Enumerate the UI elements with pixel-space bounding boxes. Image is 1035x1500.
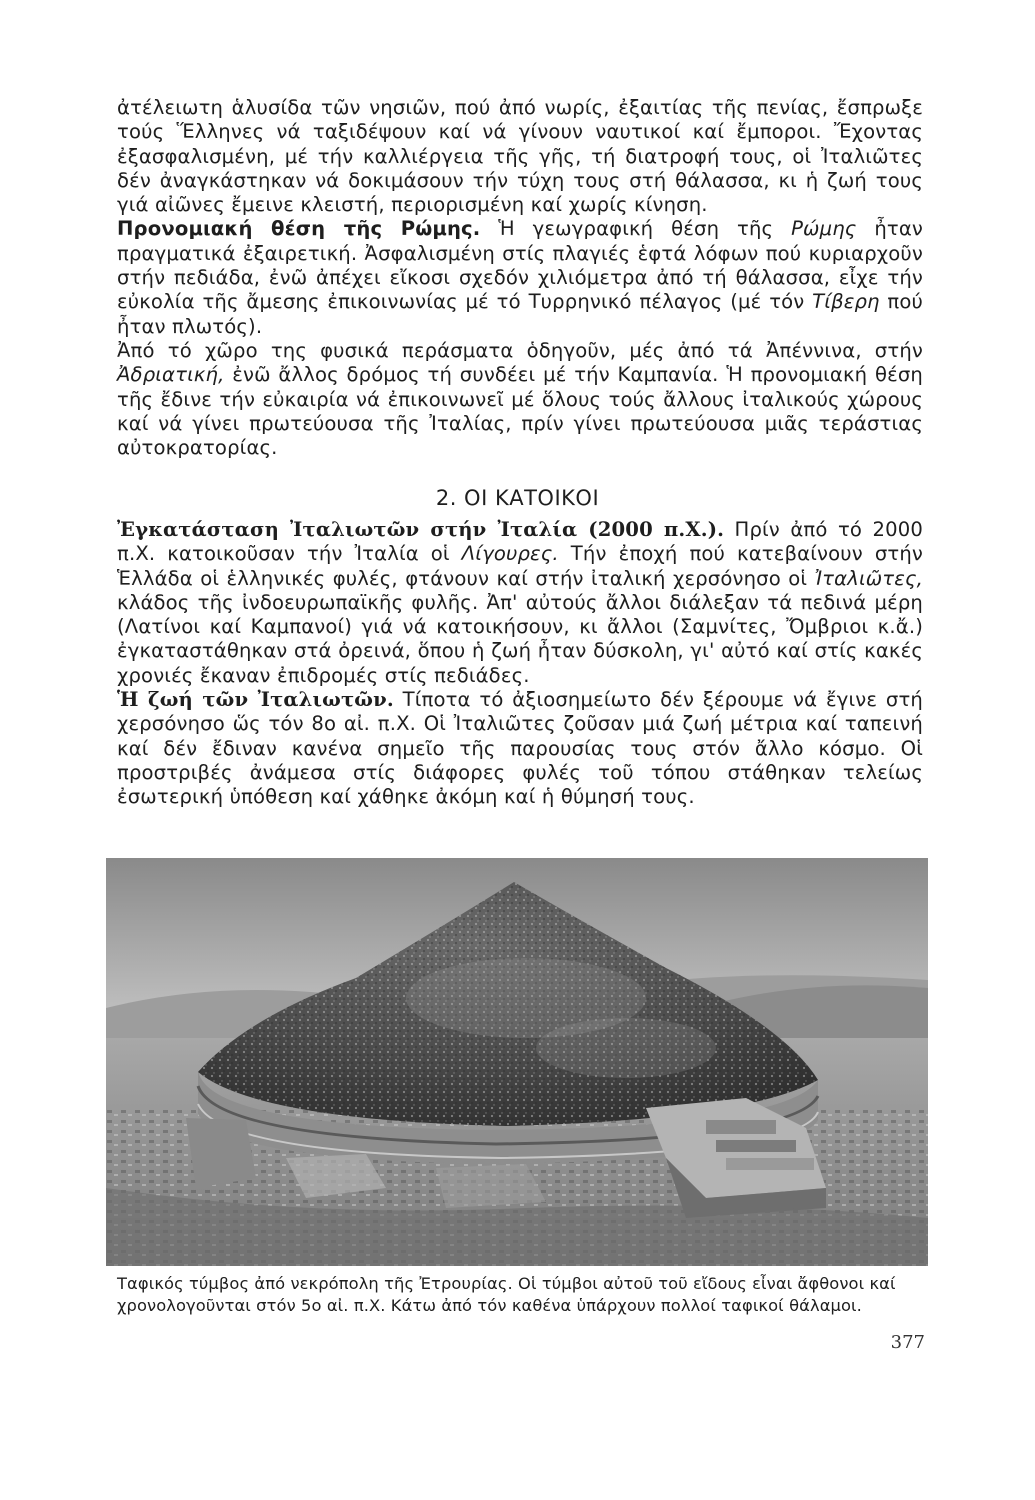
top-text-block bbox=[117, 96, 923, 460]
heading-rome-position: Προνομιακή θέση τῆς Ρώμης. bbox=[117, 217, 481, 241]
tumulus-photo-drawing bbox=[106, 858, 928, 1266]
bottom-text-block bbox=[117, 518, 923, 810]
tumulus-photo bbox=[106, 858, 928, 1266]
paragraph-islands: ἀτέλειωτη ἁλυσίδα τῶν νησιῶν, πού ἀπό νωρίς, ἐξαιτίας τῆς πενίας, ἔσπρωξε τούς Ἕλληνες νά ταξιδέψουν καί νά γίνουν ναυτικοί καί ἔμποροι. Ἔχοντας ἐξασφαλισμένη, μέ τήν καλλιέργεια τῆς γῆς, τή διατροφή τους, οἱ Ἰταλιῶτες δέν ἀναγκάστηκαν νά δοκιμάσουν τήν τύχη τους στή θάλασσα, κι ἡ ζωή τους γιά αἰῶνες ἔμεινε κλειστή, περιορισμένη καί χωρίς κίνηση. bbox=[117, 96, 923, 217]
section-title: 2. ΟΙ ΚΑΤΟΙΚΟΙ bbox=[435, 486, 600, 510]
photo-caption: Ταφικός τύμβος ἀπό νεκρόπολη τῆς Ἐτρουρίας. Οἱ τύμβοι αὐτοῦ τοῦ εἴδους εἶναι ἄφθονοι καί χρονολογοῦνται στόν 5ο αἰ. π.Χ. Κάτω ἀπό τόν καθένα ὑπάρχουν πολλοί ταφικοί θάλαμοι. bbox=[117, 1274, 896, 1315]
paragraph-life: Ἡ ζωή τῶν Ἰταλιωτῶν. Τίποτα τό ἀξιοσημείωτο δέν ξέρουμε νά ἔγινε στή χερσόνησο ὥς τόν 8ο αἰ. π.Χ. Οἱ Ἰταλιῶτες ζοῦσαν μιά ζωή μέτρια καί ταπεινή καί δέν ἔδιναν κανένα σημεῖο τῆς παρουσίας τους στόν ἄλλο κόσμο. Οἱ προστριβές ἀνάμεσα στίς διάφορες φυλές τοῦ τόπου στάθηκαν τελείως ἐσωτερική ὑπόθεση καί χάθηκε ἀκόμη καί ἡ θύμησή τους. bbox=[117, 688, 923, 809]
paragraph-passages: Ἀπό τό χῶρο της φυσικά περάσματα ὁδηγοῦν, μές ἀπό τά Ἀπέννινα, στήν Ἀδριατική, ἐνῶ ἄλλος δρόμος τή συνδέει μέ τήν Καμπανία. Ἡ προνομιακή θέση τῆς ἔδινε τήν εὐκαιρία νά ἐπικοινωνεῖ μέ ὅλους τούς ἄλλους ἰταλικούς χώρους καί νά γίνει πρωτεύουσα τῆς Ἰταλίας, πρίν γίνει πρωτεύουσα μιᾶς τεράστιας αὐτοκρατορίας. bbox=[117, 338, 923, 460]
paragraph-settlement: Ἐγκατάσταση Ἰταλιωτῶν στήν Ἰταλία (2000 π.Χ.). Πρίν ἀπό τό 2000 π.Χ. κατοικοῦσαν τήν Ἰταλία οἱ Λίγουρες. Τήν ἐποχή πού κατεβαίνουν στήν Ἑλλάδα οἱ ἑλληνικές φυλές, φτάνουν καί στήν ἰταλική χερσόνησο οἱ Ἰταλιῶτες, κλάδος τῆς ἰνδοευρωπαϊκῆς φυλῆς. Ἀπ' αὐτούς ἄλλοι διάλεξαν τά πεδινά μέρη (Λατίνοι καί Καμπανοί) γιά νά κατοικήσουν, κι ἄλλοι (Σαμνίτες, Ὄμβριοι κ.ἄ.) ἐγκαταστάθηκαν στά ὀρεινά, ὅπου ἡ ζωή ἦταν δύσκολη, γι' αὐτό καί στίς κακές χρονιές ἔκαναν ἐπιδρομές στίς πεδιάδες. bbox=[117, 518, 923, 687]
page-number: 377 bbox=[890, 1332, 925, 1353]
heading-settlement: Ἐγκατάσταση Ἰταλιωτῶν στήν Ἰταλία (2000 π.Χ.). bbox=[117, 518, 725, 541]
heading-life: Ἡ ζωή τῶν Ἰταλιωτῶν. bbox=[117, 688, 394, 712]
paragraph-rome-position: Προνομιακή θέση τῆς Ρώμης. Ἡ γεωγραφική θέση τῆς Ρώμης ἦταν πραγματικά ἐξαιρετική. Ἀσφαλισμένη στίς πλαγιές ἑφτά λόφων πού κυριαρχοῦν στήν πεδιάδα, ἐνῶ ἀπέχει εἴκοσι σχεδόν χιλιόμετρα ἀπό τή θάλασσα, εἶχε τήν εὐκολία τῆς ἄμεσης ἐπικοινωνίας μέ τό Τυρρηνικό πέλαγος (μέ τόν Τίβερη πού ἦταν πλωτός). bbox=[117, 217, 923, 338]
